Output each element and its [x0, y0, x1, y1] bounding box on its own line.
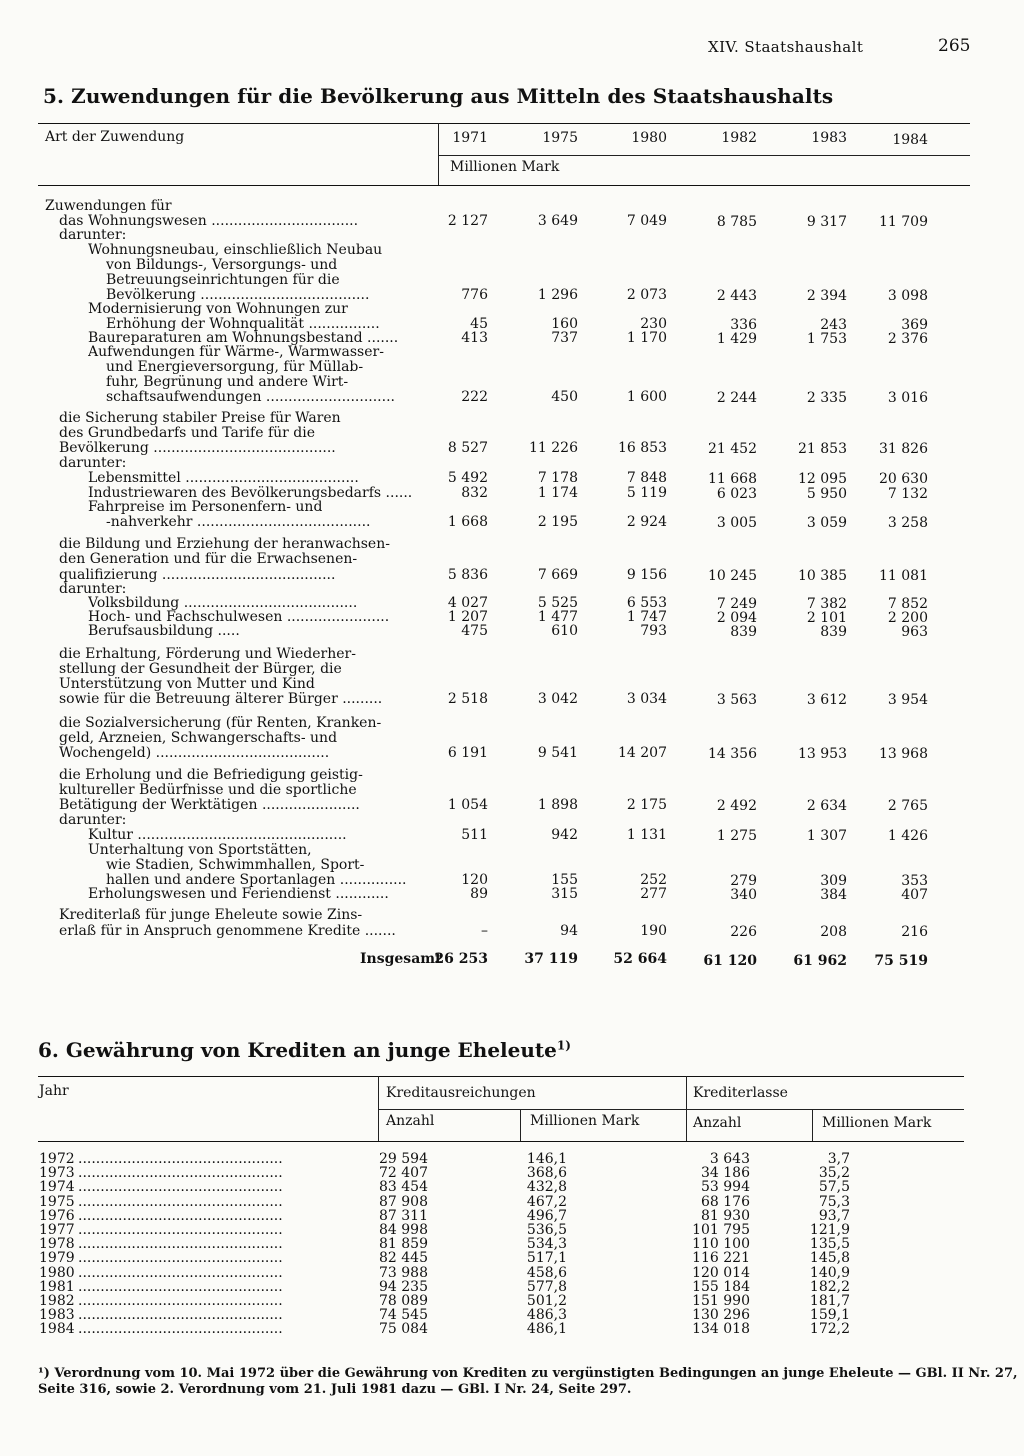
table5-row-label: die Sozialversicherung (für Renten, Kranken- [59, 716, 382, 731]
table6-year: 1979 [39, 1250, 75, 1267]
table6-cell-ka-anzahl: 74 545 [379, 1307, 428, 1324]
table5-head-rule [38, 185, 970, 186]
table5-cell: 208 [820, 924, 847, 940]
table5-cell: 21 853 [798, 441, 847, 457]
table5-cell: 737 [551, 330, 578, 346]
table5-row-label: -nahverkehr ....................................... [106, 515, 371, 530]
table5-cell: 216 [901, 924, 928, 940]
table5-cell: 3 954 [887, 692, 928, 708]
table6-cell-ka-mio: 432,8 [526, 1179, 567, 1196]
table5-cell: 3 563 [716, 692, 757, 708]
table6-cell-ke-mio: 121,9 [809, 1222, 850, 1238]
table5-row-label: Hoch- und Fachschulwesen ....................... [88, 610, 390, 625]
table5-cell: 2 101 [806, 610, 847, 626]
table6-cell-ke-anzahl: 110 100 [692, 1236, 750, 1253]
table5-cell: 13 953 [798, 746, 847, 762]
table6-sub-mio-2: Millionen Mark [822, 1115, 932, 1131]
table6-year: 1972 [39, 1151, 75, 1167]
table5-cell: 3 612 [806, 692, 847, 708]
table5-cell: 942 [551, 827, 578, 843]
table5-row-label: und Energieversorgung, für Müllab- [106, 360, 364, 375]
table5-cell: 3 098 [887, 288, 928, 304]
table6-cell-ke-anzahl: 116 221 [692, 1250, 750, 1267]
table6-sub-mio-1: Millionen Mark [530, 1113, 640, 1129]
table5-row-label: Bevölkerung ...................................... [106, 288, 370, 303]
table6-cell-ka-anzahl: 82 445 [379, 1250, 428, 1267]
table5-cell: 14 207 [618, 745, 667, 761]
table5-cell: 315 [551, 886, 578, 902]
table6-cell-ke-anzahl: 120 014 [692, 1264, 750, 1281]
table5-cell: 94 [560, 923, 578, 939]
table5-cell: 31 826 [879, 441, 928, 457]
table6-cell-ka-anzahl: 75 084 [379, 1321, 428, 1338]
table5-cell: 160 [551, 316, 578, 332]
table5-cell: 2 492 [716, 798, 757, 814]
table5-cell: 190 [640, 923, 667, 939]
table5-cell: 2 244 [716, 390, 757, 406]
table6-sub-anzahl-1: Anzahl [386, 1113, 435, 1129]
table6-year-leader: .............................................. [78, 1180, 283, 1196]
table5-cell: 12 095 [798, 471, 847, 487]
table5-cell: 222 [461, 389, 488, 405]
table5-cell: 450 [551, 389, 578, 405]
table5-cell: 6 191 [447, 745, 488, 761]
table5-cell: 5 525 [537, 595, 578, 611]
table6-cell-ka-mio: 577,8 [526, 1278, 567, 1295]
table6-title [38, 1038, 571, 1062]
table5-cell: 2 127 [447, 213, 488, 229]
table6-year: 1982 [39, 1293, 75, 1309]
table5-cell: 839 [820, 624, 847, 640]
table5-cell: 2 335 [806, 390, 847, 406]
table6-year-leader: .............................................. [78, 1308, 283, 1324]
table5-cell: 511 [461, 827, 488, 843]
table5-cell: 279 [730, 873, 757, 889]
table6-cell-ka-mio: 368,6 [526, 1165, 567, 1182]
table6-cell-ke-anzahl: 134 018 [692, 1321, 750, 1338]
table6-cell-ke-mio: 57,5 [818, 1179, 850, 1196]
table5-cell: 1 668 [447, 514, 488, 530]
table6-year: 1980 [39, 1264, 75, 1281]
table5-cell: 155 [551, 872, 578, 888]
table6-cell-ka-anzahl: 73 988 [379, 1264, 428, 1281]
table5-cell: 7 669 [537, 567, 578, 583]
table6-cell-ka-anzahl: 78 089 [379, 1293, 428, 1309]
table5-cell: 21 452 [708, 441, 757, 457]
table5-cell: 1 054 [447, 797, 488, 813]
table5-row-label: Betreuungseinrichtungen für die [106, 273, 340, 288]
table5-cell: 7 249 [716, 596, 757, 612]
table6-cell-ke-anzahl: 151 990 [692, 1293, 750, 1309]
table6-head-divider-3 [520, 1109, 521, 1141]
table6-year: 1978 [39, 1236, 75, 1253]
table5-cell: 2 924 [626, 514, 667, 530]
table6-year: 1984 [39, 1321, 75, 1338]
table6-cell-ka-mio: 496,7 [526, 1207, 567, 1224]
table5-cell: 336 [730, 317, 757, 333]
table6-year: 1981 [39, 1278, 75, 1295]
table5-row-label: darunter: [59, 228, 127, 243]
table5-cell: 610 [551, 623, 578, 639]
table5-cell: 2 094 [716, 610, 757, 626]
table6-cell-ka-mio: 517,1 [526, 1250, 567, 1267]
table5-row-label: Unterstützung von Mutter und Kind [59, 677, 315, 692]
table5-year-1983: 1983 [811, 130, 847, 146]
table5-row-label: Baureparaturen am Wohnungsbestand ....... [88, 331, 399, 346]
table5-cell: 10 385 [798, 568, 847, 584]
table5-cell: 2 765 [887, 798, 928, 814]
table5-cell: 5 492 [447, 470, 488, 486]
table5-cell: 1 275 [716, 828, 757, 844]
table5-row-label: Modernisierung von Wohnungen zur [88, 302, 348, 317]
table6-year-leader: .............................................. [78, 1265, 283, 1281]
table6-year-leader: .............................................. [78, 1166, 283, 1182]
table5-cell: 1 296 [537, 287, 578, 303]
table5-cell: 230 [640, 316, 667, 332]
table5-cell: 1 898 [537, 797, 578, 813]
table5-row-label: schaftsaufwendungen ............................. [106, 390, 395, 405]
table6-cell-ka-mio: 486,1 [526, 1321, 567, 1338]
table5-cell: 832 [461, 485, 488, 501]
table5-row-label: das Wohnungswesen ................................. [59, 214, 359, 229]
table5-cell: 2 376 [887, 331, 928, 347]
table5-row-label: sowie für die Betreuung älterer Bürger ......... [59, 692, 383, 707]
table6-year-leader: .............................................. [78, 1223, 283, 1238]
table5-cell: 6 023 [716, 486, 757, 502]
table5-cell: 7 382 [806, 596, 847, 612]
table5-cell: 384 [820, 887, 847, 903]
table6-cell-ke-mio: 172,2 [809, 1321, 850, 1338]
footnote-line: ¹) Verordnung vom 10. Mai 1972 über die Gewährung von Krediten zu vergünstigten Bedingungen an junge Eheleute — GBl. II Nr. 27, [38, 1366, 1018, 1381]
table5-cell: 1 600 [626, 389, 667, 405]
table5-cell: 3 034 [626, 691, 667, 707]
table5-row-label: die Sicherung stabiler Preise für Waren [59, 411, 341, 426]
table5-cell: 839 [730, 624, 757, 640]
table5-cell: 1 429 [716, 331, 757, 347]
table6-cell-ka-anzahl: 29 594 [379, 1151, 428, 1167]
table6-year-leader: .............................................. [78, 1152, 283, 1167]
table5-cell: 11 709 [879, 214, 928, 230]
table5-cell: 226 [730, 924, 757, 940]
table5-cell: 3 042 [537, 691, 578, 707]
table5-cell: 2 073 [626, 287, 667, 303]
table6-cell-ka-mio: 146,1 [526, 1151, 567, 1167]
table5-top-rule [38, 123, 970, 124]
table5-row-label: Bevölkerung ......................................... [59, 441, 336, 456]
table5-row-label: Lebensmittel ....................................... [88, 471, 359, 486]
table5-row-label: Krediterlaß für junge Eheleute sowie Zins- [59, 908, 363, 923]
table6-year: 1973 [39, 1165, 75, 1182]
table5-total-cell: 26 253 [434, 951, 488, 967]
table5-cell: 1 207 [447, 609, 488, 625]
table6-year: 1974 [39, 1179, 75, 1196]
table5-row-label: qualifizierung ....................................... [59, 568, 336, 583]
table5-cell: 5 950 [806, 486, 847, 502]
table5-cell: 2 443 [716, 288, 757, 304]
table6-cell-ka-mio: 534,3 [526, 1236, 567, 1253]
table6-cell-ke-anzahl: 155 184 [692, 1278, 750, 1295]
table6-cell-ka-mio: 501,2 [526, 1293, 567, 1309]
table5-row-label: stellung der Gesundheit der Bürger, die [59, 662, 342, 677]
table6-cell-ke-mio: 3,7 [827, 1151, 850, 1167]
table5-unit-rule [438, 155, 970, 156]
table5-row-label: Zuwendungen für [45, 199, 172, 214]
table5-cell: 11 668 [708, 471, 757, 487]
table6-cell-ke-anzahl: 101 795 [692, 1222, 750, 1238]
table5-cell: 2 518 [447, 691, 488, 707]
table6-year: 1983 [39, 1307, 75, 1324]
table5-cell: 252 [640, 872, 667, 888]
table6-cell-ke-anzahl: 81 930 [701, 1207, 750, 1224]
table6-sub-anzahl-2: Anzahl [693, 1115, 742, 1131]
table6-cell-ka-mio: 536,5 [526, 1222, 567, 1238]
table6-cell-ke-mio: 140,9 [809, 1264, 850, 1281]
table5-total-label: Insgesamt [360, 951, 442, 967]
table5-cell: 475 [461, 623, 488, 639]
table6-cell-ka-anzahl: 84 998 [379, 1222, 428, 1238]
table5-cell: 1 747 [626, 609, 667, 625]
table5-row-label: Erholungswesen und Feriendienst ............ [88, 887, 389, 902]
table5-row-label: Industriewaren des Bevölkerungsbedarfs ...... [88, 486, 413, 501]
table5-cell: 7 848 [626, 470, 667, 486]
table5-year-1982: 1982 [721, 130, 757, 146]
table6-cell-ka-mio: 458,6 [526, 1264, 567, 1281]
table5-row-label: Volksbildung ....................................... [88, 596, 358, 611]
table5-cell: 776 [461, 287, 488, 303]
table5-cell: 413 [461, 330, 488, 346]
table5-row-label: Wohnungsneubau, einschließlich Neubau [88, 243, 383, 258]
table6-year: 1977 [39, 1222, 75, 1238]
table5-cell: 2 200 [887, 610, 928, 626]
table5-cell: 7 132 [887, 486, 928, 502]
table5-cell: 369 [901, 317, 928, 333]
table6-cell-ke-mio: 75,3 [818, 1193, 850, 1210]
table5-cell: 7 852 [887, 596, 928, 612]
table6-year-leader: .............................................. [78, 1294, 283, 1309]
table5-cell: 793 [640, 623, 667, 639]
table5-cell: 14 356 [708, 746, 757, 762]
table5-row-label: die Erholung und die Befriedigung geistig- [59, 768, 363, 783]
table5-cell: 1 131 [626, 827, 667, 843]
table6-cell-ke-mio: 181,7 [809, 1293, 850, 1309]
table5-cell: 9 317 [806, 214, 847, 230]
table6-cell-ka-mio: 486,3 [526, 1307, 567, 1324]
table5-cell: 3 059 [806, 515, 847, 531]
table5-cell: 6 553 [626, 595, 667, 611]
table6-cell-ke-mio: 35,2 [818, 1165, 850, 1182]
table5-row-label: Aufwendungen für Wärme-, Warmwasser- [88, 345, 384, 360]
table5-year-1984: 1984 [892, 132, 928, 148]
table6-year-leader: .............................................. [78, 1208, 283, 1224]
table5-total-cell: 61 120 [703, 953, 757, 969]
table6-year-leader: .............................................. [78, 1322, 283, 1338]
table6-cell-ka-anzahl: 72 407 [379, 1165, 428, 1182]
footnote-line: Seite 316, sowie 2. Verordnung vom 21. Juli 1981 dazu — GBl. I Nr. 24, Seite 297. [38, 1382, 632, 1397]
table5-row-label: die Bildung und Erziehung der heranwachsen- [59, 537, 390, 552]
table5-row-label: Berufsausbildung ..... [88, 624, 240, 639]
table5-cell: 20 630 [879, 471, 928, 487]
table5-cell: 89 [470, 886, 488, 902]
table6-cell-ke-mio: 135,5 [809, 1236, 850, 1253]
table5-row-label: darunter: [59, 813, 127, 828]
table6-cell-ke-anzahl: 3 643 [709, 1151, 750, 1167]
table5-cell: 277 [640, 886, 667, 902]
table5-cell: 11 081 [879, 568, 928, 584]
table6-cell-ka-anzahl: 87 311 [379, 1207, 428, 1224]
table5-row-label: Erhöhung der Wohnqualität ................ [106, 317, 380, 332]
table5-row-label: Fahrpreise im Personenfern- und [88, 500, 323, 515]
table6-cell-ke-mio: 93,7 [818, 1207, 850, 1224]
table5-row-label: die Erhaltung, Förderung und Wiederher- [59, 647, 356, 662]
table5-cell: 2 195 [537, 514, 578, 530]
table5-cell: 1 426 [887, 828, 928, 844]
table6-group-rule [378, 1109, 964, 1110]
table6-cell-ke-anzahl: 130 296 [692, 1307, 750, 1324]
table6-year-leader: .............................................. [78, 1279, 283, 1295]
table5-cell: 45 [470, 316, 488, 332]
table5-row-label: darunter: [59, 456, 127, 471]
table5-total-cell: 61 962 [793, 953, 847, 969]
table5-row-label: wie Stadien, Schwimmhallen, Sport- [106, 858, 365, 873]
table6-top-rule [38, 1076, 964, 1077]
table6-cell-ke-anzahl: 34 186 [701, 1165, 750, 1182]
table5-cell: 3 005 [716, 515, 757, 531]
table5-row-label: den Generation und für die Erwachsenen- [59, 552, 358, 567]
table5-cell: 5 836 [447, 567, 488, 583]
table5-col-label: Art der Zuwendung [45, 129, 185, 145]
table6-cell-ke-anzahl: 68 176 [701, 1193, 750, 1210]
table5-year-1975: 1975 [542, 130, 578, 146]
table5-cell: 1 307 [806, 828, 847, 844]
footnote [38, 1366, 1018, 1398]
table6-year-leader: .............................................. [78, 1237, 283, 1253]
table5-cell: 4 027 [447, 595, 488, 611]
table5-year-1980: 1980 [631, 130, 667, 146]
table5-year-1971: 1971 [452, 130, 488, 146]
table5-cell: 353 [901, 873, 928, 889]
table6-cell-ka-anzahl: 81 859 [379, 1236, 428, 1253]
table5-cell: 1 753 [806, 331, 847, 347]
table6-col-year: Jahr [39, 1083, 69, 1099]
table6-title-text: 6. Gewährung von Krediten an junge Eheleute [38, 1038, 557, 1062]
page-number: 265 [938, 36, 971, 56]
table5-cell: 1 170 [626, 330, 667, 346]
table5-row-label: hallen und andere Sportanlagen ............... [106, 873, 407, 888]
table5-cell: 243 [820, 317, 847, 333]
table5-row-label: darunter: [59, 582, 127, 597]
table5-cell: 3 258 [887, 515, 928, 531]
table5-total-cell: 52 664 [613, 951, 667, 967]
table5-cell: 8 527 [447, 440, 488, 456]
table5-cell: 16 853 [618, 440, 667, 456]
section-title: XIV. Staatshaushalt [708, 38, 864, 56]
table5-title: 5. Zuwendungen für die Bevölkerung aus Mitteln des Staatshaushalts [43, 84, 834, 108]
table6-year: 1976 [39, 1207, 75, 1224]
table5-row-label: des Grundbedarfs und Tarife für die [59, 426, 316, 441]
table6-year: 1975 [39, 1193, 75, 1210]
table5-cell: 10 245 [708, 568, 757, 584]
table5-cell: 5 119 [626, 485, 667, 501]
table6-title-footnote-mark: 1) [556, 1038, 571, 1053]
table5-cell: 2 634 [806, 798, 847, 814]
table5-cell: 963 [901, 624, 928, 640]
table6-cell-ke-mio: 159,1 [809, 1307, 850, 1324]
page-header [0, 36, 1024, 60]
table5-row-label: Wochengeld) ....................................... [59, 746, 330, 761]
table5-row-label: kultureller Bedürfnisse und die sportliche [59, 783, 357, 798]
table5-total-cell: 37 119 [524, 951, 578, 967]
table6-cell-ke-mio: 182,2 [809, 1278, 850, 1295]
table5-cell: 3 649 [537, 213, 578, 229]
table5-cell: 13 968 [879, 746, 928, 762]
table5-cell: 407 [901, 887, 928, 903]
table5-cell: 2 394 [806, 288, 847, 304]
table6-cell-ka-mio: 467,2 [526, 1193, 567, 1210]
table5-row-label: Kultur ............................................... [88, 828, 347, 843]
table6-year-leader: .............................................. [78, 1251, 283, 1267]
table5-cell: 309 [820, 873, 847, 889]
table5-cell: 3 016 [887, 390, 928, 406]
table5-cell: 120 [461, 872, 488, 888]
table6-group-kreditausreichungen: Kreditausreichungen [386, 1085, 536, 1101]
table5-row-label: Betätigung der Werktätigen ...................... [59, 798, 360, 813]
table5-row-label: von Bildungs-, Versorgungs- und [106, 258, 338, 273]
table5-total-cell: 75 519 [874, 953, 928, 969]
table6-cell-ke-mio: 145,8 [809, 1250, 850, 1267]
table5-row-label: erlaß für in Anspruch genommene Kredite ....... [59, 924, 396, 939]
table5-cell: 11 226 [529, 440, 578, 456]
table5-cell: 7 178 [537, 470, 578, 486]
table5-row-label: fuhr, Begrünung und andere Wirt- [106, 375, 349, 390]
table5-cell: 7 049 [626, 213, 667, 229]
table5-cell: 1 477 [537, 609, 578, 625]
table6-year-leader: .............................................. [78, 1194, 283, 1210]
table5-cell: 9 541 [537, 745, 578, 761]
table6-cell-ka-anzahl: 87 908 [379, 1193, 428, 1210]
table5-cell: 9 156 [626, 567, 667, 583]
table5-cell: 340 [730, 887, 757, 903]
table6-group-krediterlasse: Krediterlasse [693, 1085, 788, 1101]
table5-cell: 8 785 [716, 214, 757, 230]
table5-cell: – [481, 923, 488, 939]
table6-head-divider-4 [812, 1109, 813, 1141]
table6-head-rule [38, 1141, 964, 1142]
table5-cell: 1 174 [537, 485, 578, 501]
table6-cell-ke-anzahl: 53 994 [701, 1179, 750, 1196]
table5-row-label: geld, Arzneien, Schwangerschafts- und [59, 731, 338, 746]
table5-unit: Millionen Mark [450, 159, 560, 175]
table5-row-label: Unterhaltung von Sportstätten, [88, 843, 312, 858]
table5-cell: 2 175 [626, 797, 667, 813]
table6-cell-ka-anzahl: 94 235 [379, 1278, 428, 1295]
table6-cell-ka-anzahl: 83 454 [379, 1179, 428, 1196]
